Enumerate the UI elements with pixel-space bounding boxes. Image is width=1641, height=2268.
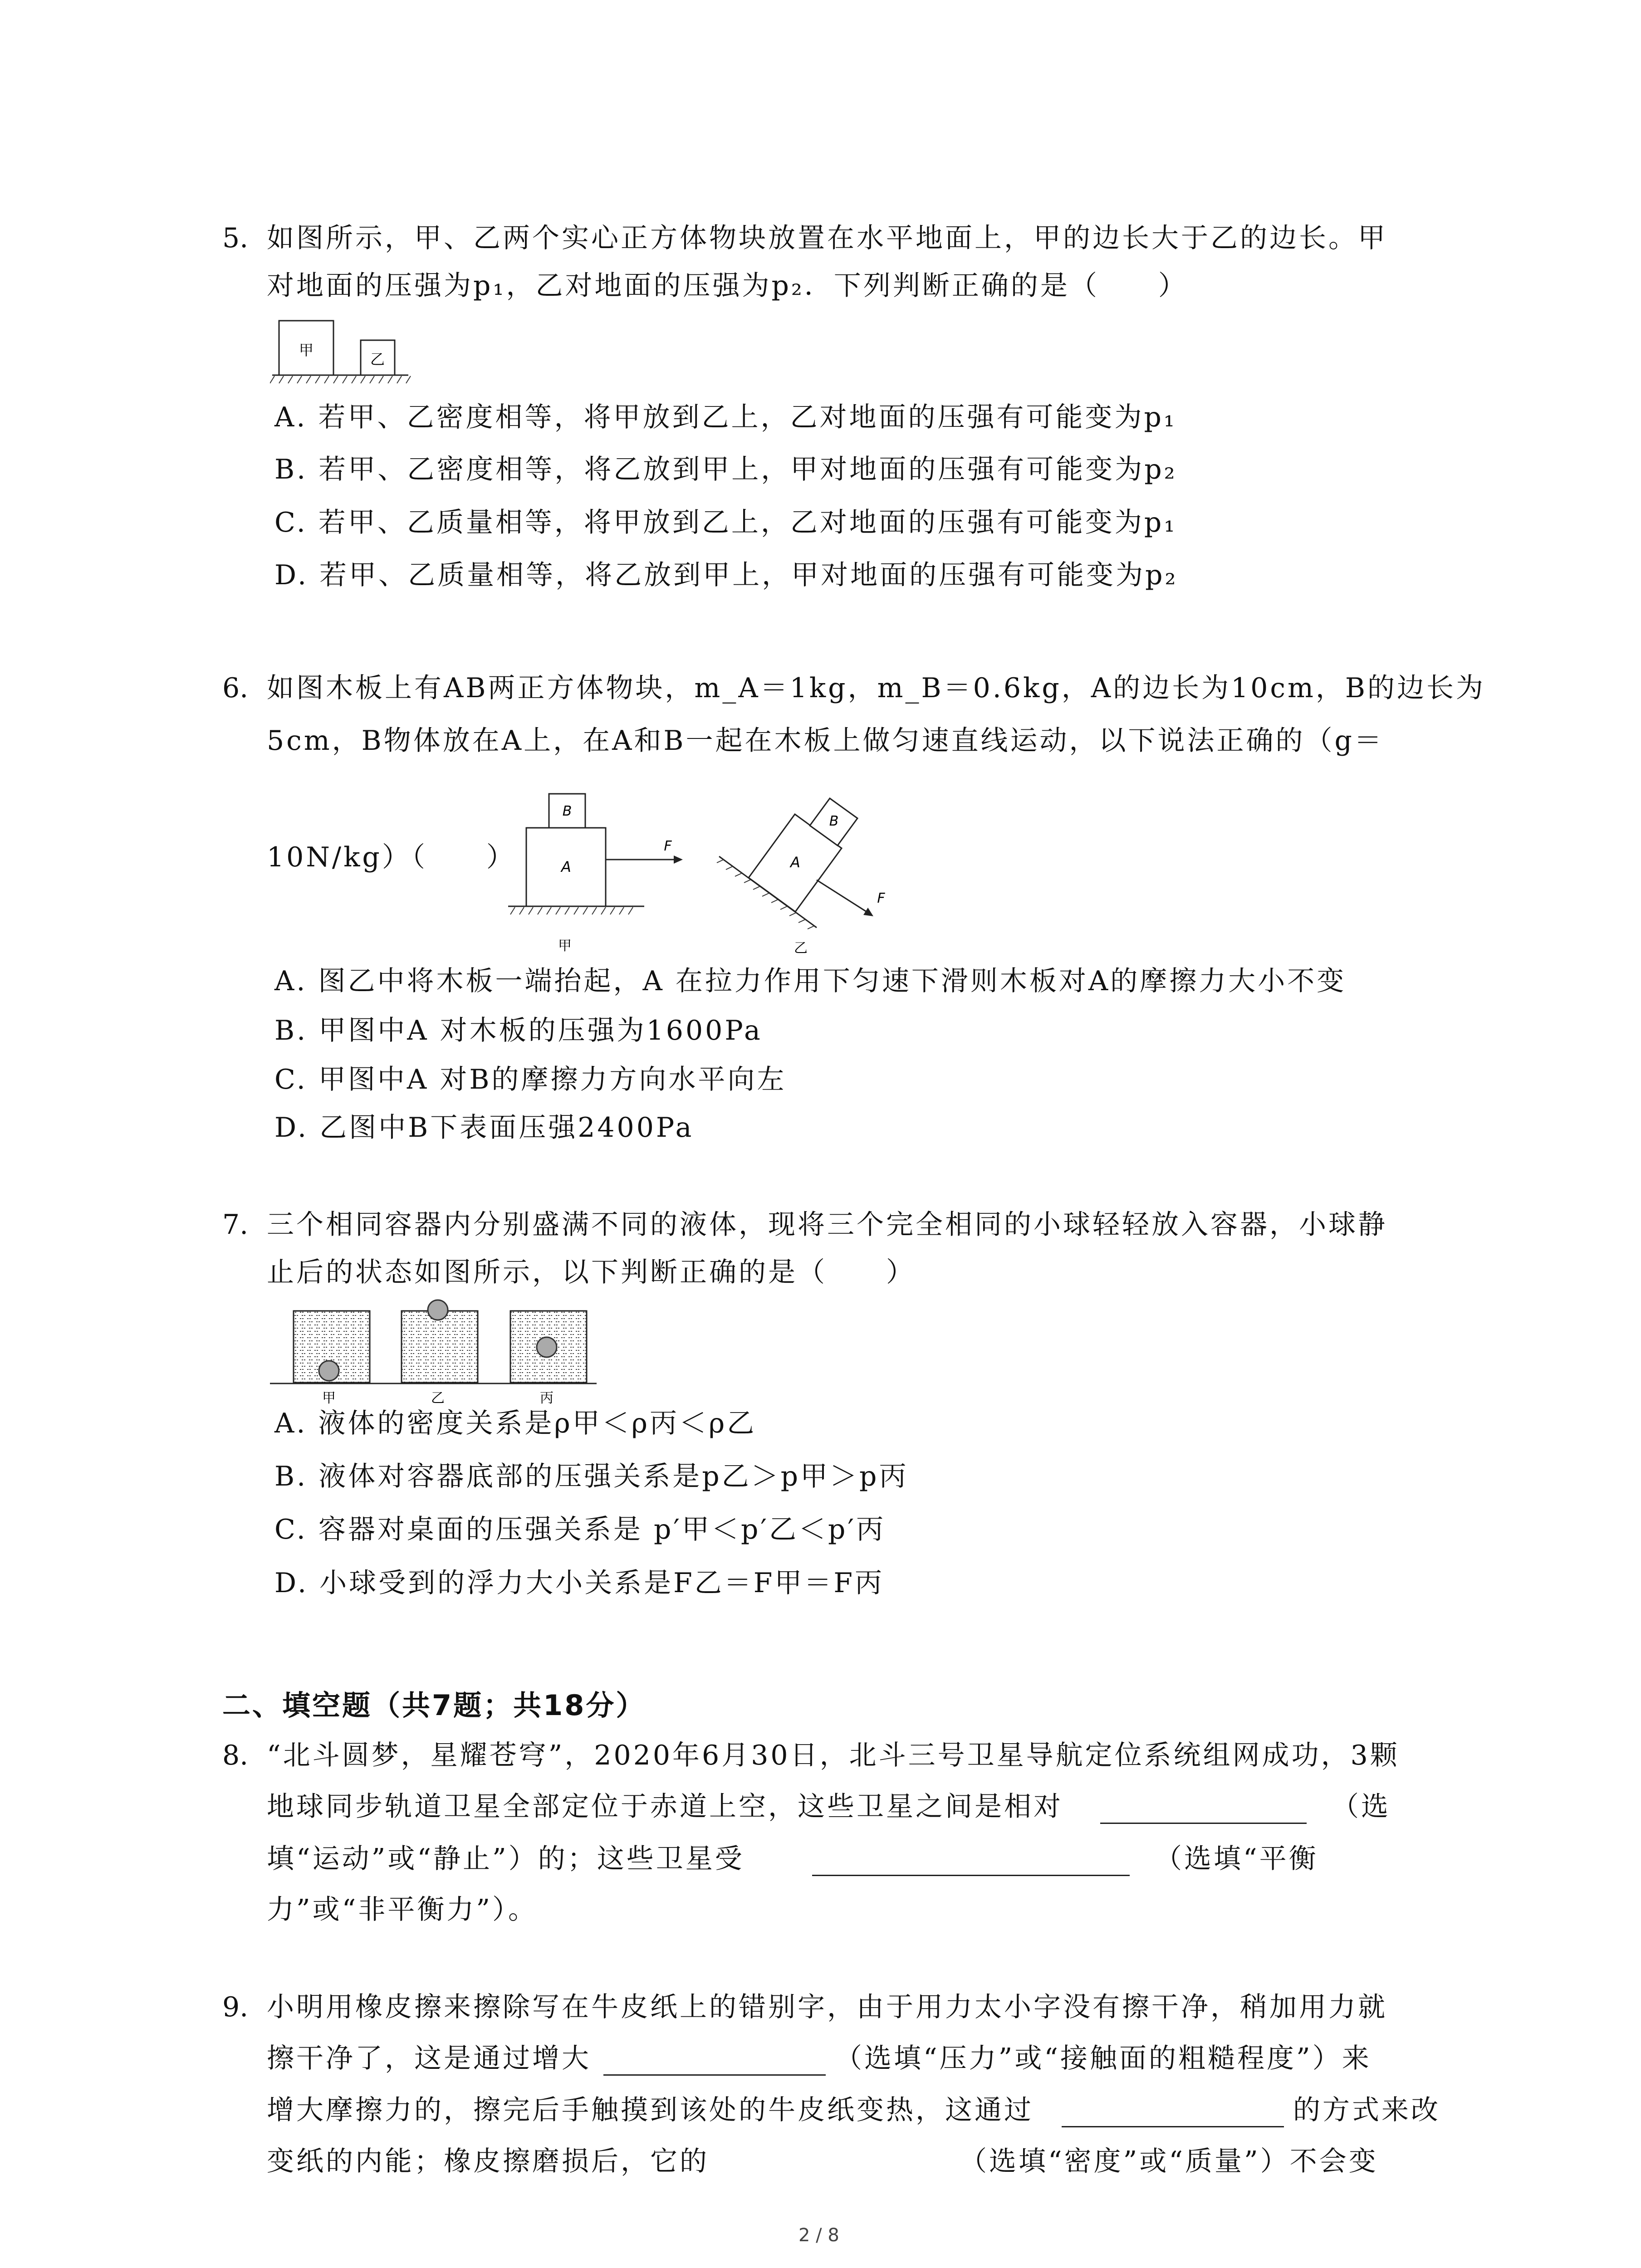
q5-option-c: C. 若甲、乙质量相等，将甲放到乙上，乙对地面的压强有可能变为p₁ — [274, 507, 1177, 538]
ball-jia — [319, 1361, 339, 1381]
q6-option-d: D. 乙图中B下表面压强2400Pa — [274, 1112, 694, 1144]
q5-option-b: B. 若甲、乙密度相等，将乙放到甲上，甲对地面的压强有可能变为p₂ — [274, 454, 1177, 485]
q8-line3b: （选填“平衡 — [1155, 1843, 1318, 1875]
q5-number: 5. — [222, 222, 249, 254]
q9-line4a: 变纸的内能；橡皮擦磨损后，它的 — [267, 2146, 709, 2177]
label-jia: 甲 — [558, 938, 572, 954]
label-a-incline: A — [790, 854, 800, 871]
q7-stem-line2: 止后的状态如图所示，以下判断正确的是（ ） — [267, 1256, 916, 1288]
q5-option-a: A. 若甲、乙密度相等，将甲放到乙上，乙对地面的压强有可能变为p₁ — [274, 401, 1177, 433]
q8-number: 8. — [222, 1740, 249, 1771]
q6-stem-line2: 5cm，B物体放在A上，在A和B一起在木板上做匀速直线运动，以下说法正确的（g＝ — [267, 725, 1384, 757]
q7-option-b: B. 液体对容器底部的压强关系是p乙＞p甲＞p丙 — [274, 1461, 909, 1492]
label-f-incline: F — [877, 890, 885, 906]
q9-line1: 小明用橡皮擦来擦除写在牛皮纸上的错别字，由于用力太小字没有擦干净，稍加用力就 — [267, 1991, 1387, 2023]
label-yi: 乙 — [794, 940, 808, 956]
q7-option-c: C. 容器对桌面的压强关系是 p′甲＜p′乙＜p′丙 — [274, 1514, 886, 1545]
q7-label-jia: 甲 — [322, 1390, 336, 1406]
q5-stem-line1: 如图所示，甲、乙两个实心正方体物块放置在水平地面上，甲的边长大于乙的边长。甲 — [267, 222, 1387, 254]
q8-blank-2[interactable] — [812, 1875, 1130, 1876]
label-f-flat: F — [664, 838, 672, 854]
q9-blank-2[interactable] — [1062, 2126, 1284, 2127]
q8-line2b: （选 — [1332, 1791, 1391, 1823]
container-yi — [402, 1311, 478, 1383]
q8-line1: “北斗圆梦，星耀苍穹”，2020年6月30日，北斗三号卫星导航定位系统组网成功，3颗 — [267, 1740, 1400, 1771]
q9-line3a: 增大摩擦力的，擦完后手触摸到该处的牛皮纸变热，这通过 — [267, 2094, 1034, 2126]
q8-blank-1[interactable] — [1100, 1823, 1307, 1824]
q5-blocks-figure — [270, 320, 415, 397]
q7-label-bing: 丙 — [540, 1390, 554, 1406]
q9-line3b: 的方式来改 — [1293, 2094, 1440, 2126]
q6-force-figure — [508, 767, 916, 966]
q8-line2a: 地球同步轨道卫星全部定位于赤道上空，这些卫星之间是相对 — [267, 1791, 1063, 1823]
q6-option-a: A. 图乙中将木板一端抬起，A 在拉力作用下匀速下滑则木板对A的摩擦力大小不变 — [274, 965, 1347, 997]
q5-label-jia: 甲 — [299, 342, 314, 359]
q6-stem-line3: 10N/kg）（ ） — [267, 841, 516, 873]
q5-option-d: D. 若甲、乙质量相等，将乙放到甲上，甲对地面的压强有可能变为p₂ — [274, 559, 1178, 591]
q7-label-yi: 乙 — [431, 1390, 445, 1406]
label-b-flat: B — [562, 803, 572, 819]
q6-option-b: B. 甲图中A 对木板的压强为1600Pa — [274, 1015, 763, 1046]
q8-line4: 力”或“非平衡力”）。 — [267, 1894, 538, 1926]
q6-stem-line1: 如图木板上有AB两正方体物块，m_A＝1kg，m_B＝0.6kg，A的边长为10cm，B的边长为 — [267, 672, 1486, 704]
q6-option-c: C. 甲图中A 对B的摩擦力方向水平向左 — [274, 1064, 787, 1095]
ball-bing — [537, 1337, 557, 1357]
q9-blank-1[interactable] — [603, 2074, 826, 2076]
q5-stem-line2: 对地面的压强为p₁，乙对地面的压强为p₂．下列判断正确的是（ ） — [267, 270, 1188, 302]
q8-line3a: 填“运动”或“静止”）的；这些卫星受 — [267, 1843, 745, 1875]
q7-number: 7. — [222, 1209, 249, 1241]
label-b-incline: B — [829, 813, 839, 829]
page-number: 2 / 8 — [798, 2225, 839, 2246]
q6-number: 6. — [222, 672, 249, 704]
label-a-flat: A — [561, 858, 571, 875]
q9-line2b: （选填“压力”或“接触面的粗糙程度”）来 — [835, 2043, 1372, 2074]
q7-containers-figure — [270, 1297, 597, 1406]
ball-yi — [428, 1300, 448, 1320]
q7-option-a: A. 液体的密度关系是ρ甲＜ρ丙＜ρ乙 — [274, 1408, 757, 1439]
q9-line2a: 擦干净了，这是通过增大 — [267, 2043, 591, 2074]
q5-label-yi: 乙 — [370, 351, 385, 368]
section-2-heading: 二、填空题（共7题；共18分） — [222, 1689, 646, 1722]
q9-number: 9. — [222, 1991, 249, 2023]
q7-stem-line1: 三个相同容器内分别盛满不同的液体，现将三个完全相同的小球轻轻放入容器，小球静 — [267, 1209, 1387, 1241]
q7-option-d: D. 小球受到的浮力大小关系是F乙＝F甲＝F丙 — [274, 1567, 885, 1599]
q9-line4b: （选填“密度”或“质量”）不会变 — [960, 2146, 1378, 2177]
